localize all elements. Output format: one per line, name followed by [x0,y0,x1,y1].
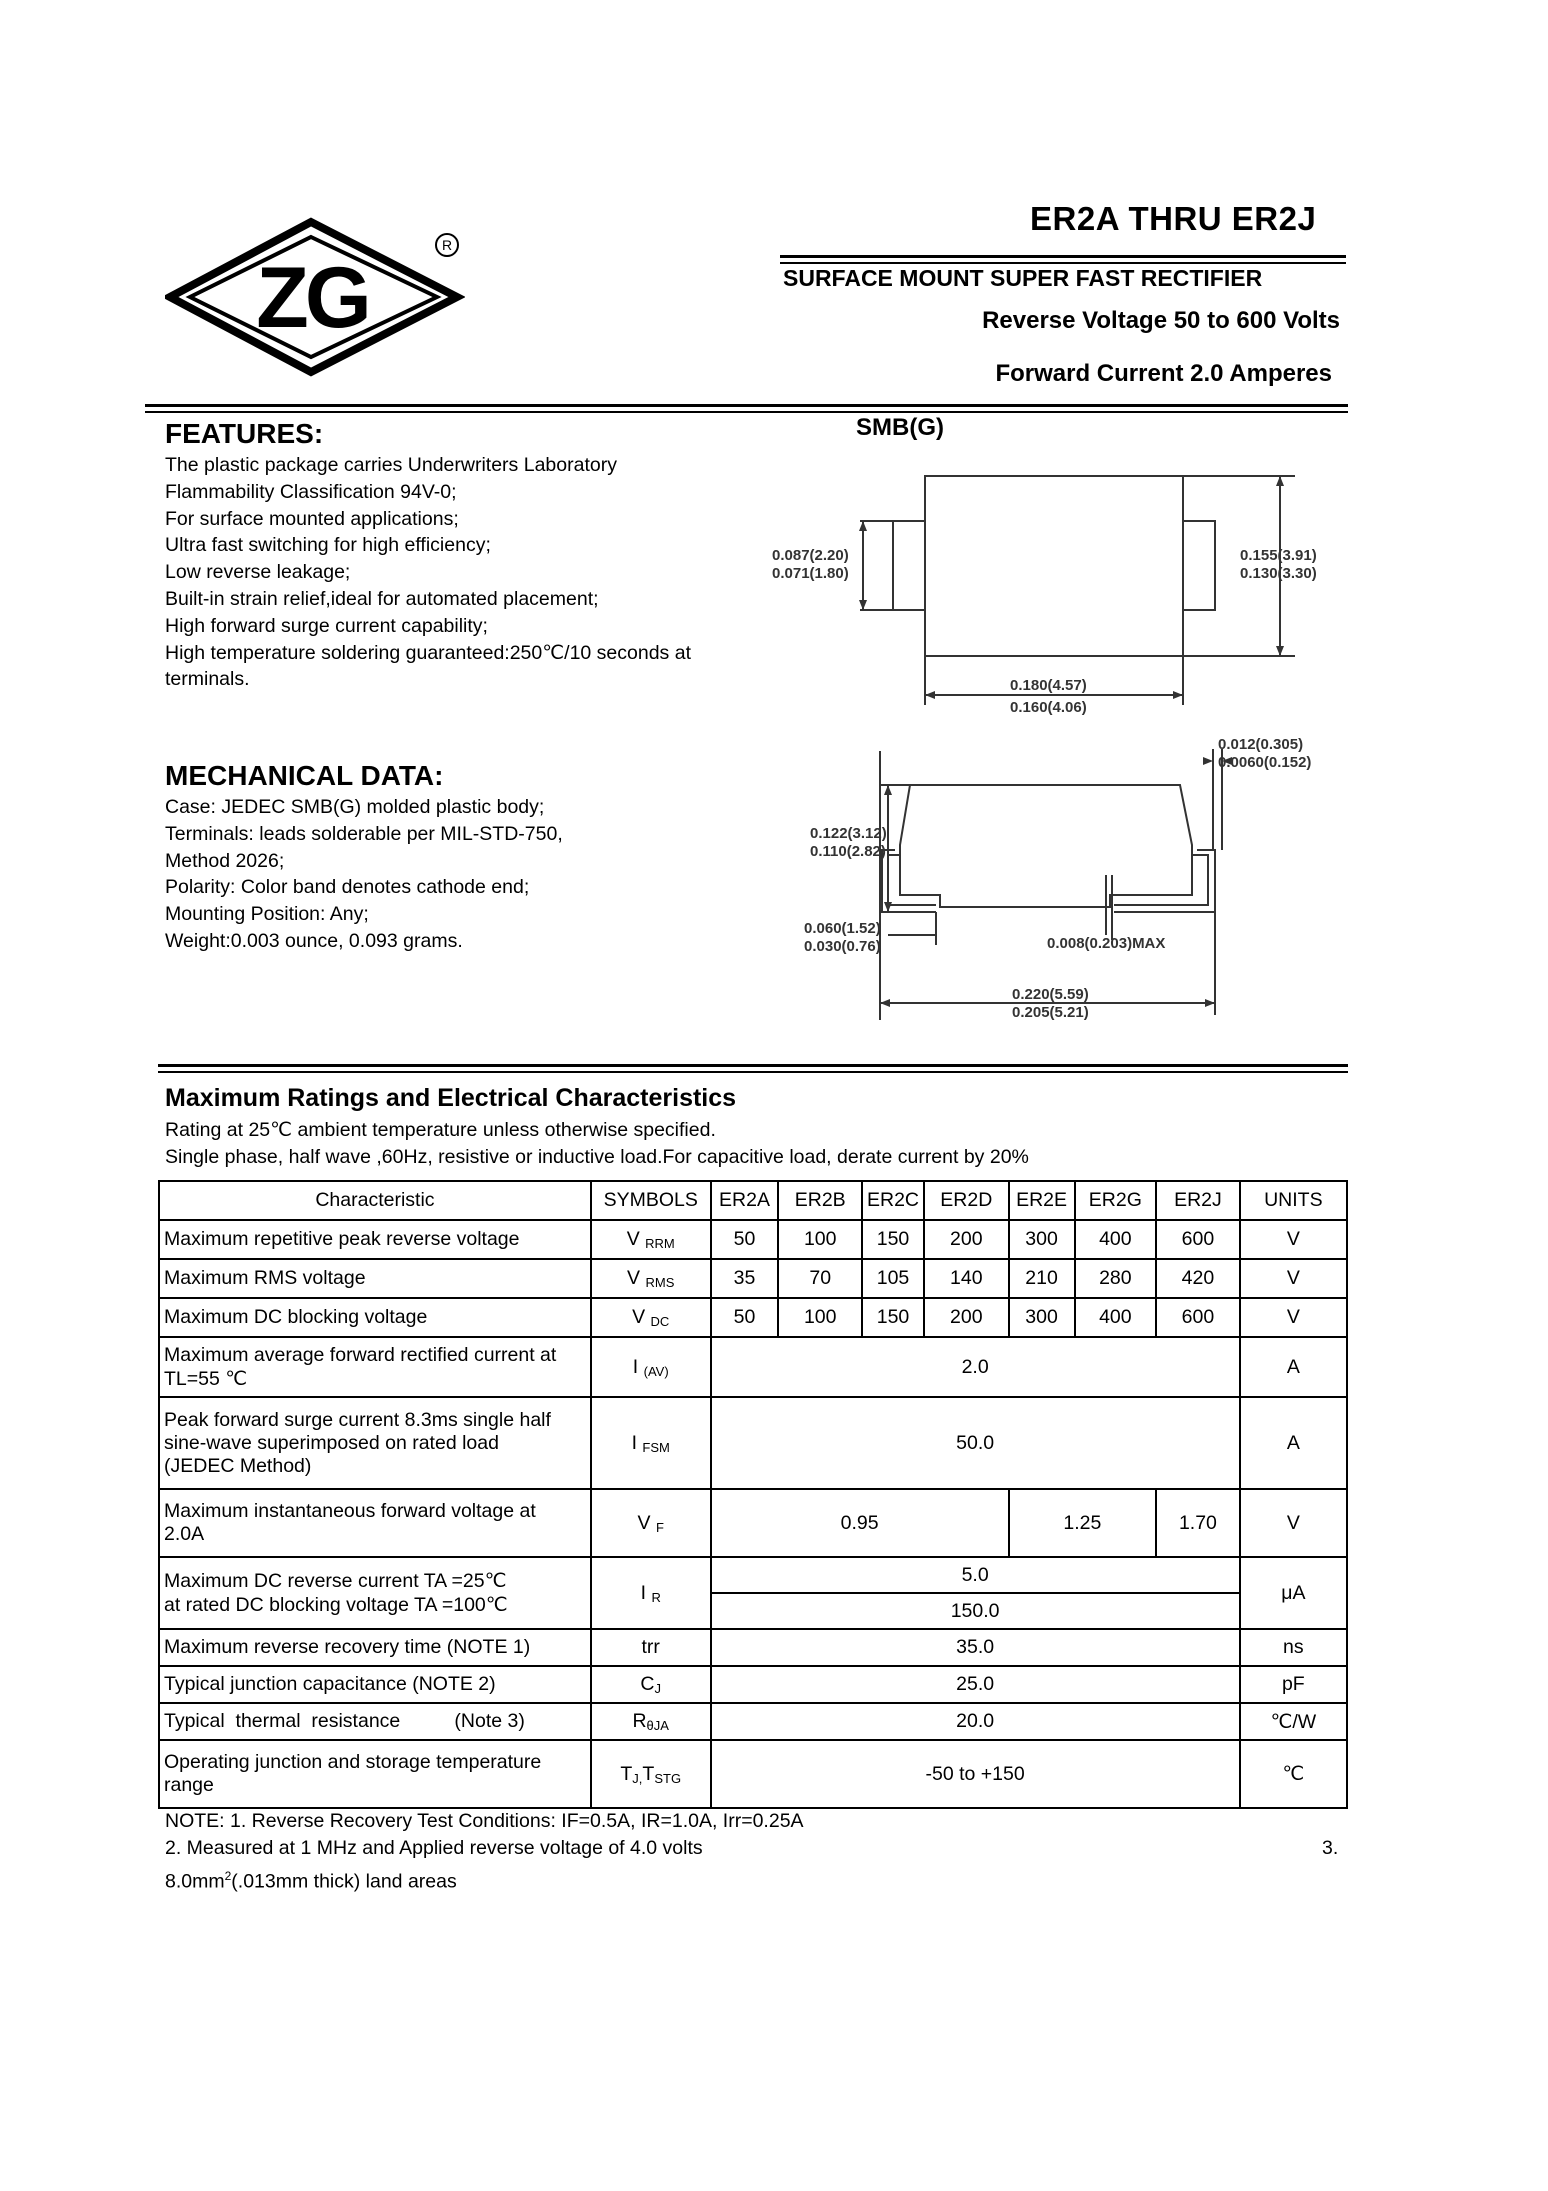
header-divider [145,404,1348,407]
package-label: SMB(G) [856,414,944,441]
features-heading: FEATURES: [165,418,324,449]
cell-value: 200 [924,1298,1009,1337]
svg-text:ZG: ZG [256,250,368,346]
cell-value: 1.25 [1009,1489,1157,1557]
row-symbol [591,1298,711,1337]
electrical-characteristics-table [158,1180,1348,1809]
ratings-divider [158,1064,1348,1067]
reverse-voltage-spec: Reverse Voltage 50 to 600 Volts [982,307,1340,334]
cell-value: 600 [1156,1298,1240,1337]
symbol-sub: F [655,1519,664,1535]
table-header-cell: Characteristic [159,1181,591,1220]
note-line-3 [165,1863,457,1895]
dim-lead-height-min: 0.071(1.80) [772,565,849,582]
row-symbol [591,1220,711,1259]
symbol-main: C [640,1673,655,1695]
row-label [159,1489,591,1557]
note-line-3-text: 8.0mm [165,1870,225,1893]
dim-body-width-max: 0.180(4.57) [1010,677,1087,694]
features-item: Ultra fast switching for high efficiency; [165,534,491,557]
row-label-line: Maximum DC reverse current TA =25℃ [164,1570,507,1592]
cell-value: 25.0 [711,1666,1240,1703]
row-symbol [591,1666,711,1703]
table-header-cell: ER2G [1075,1181,1157,1220]
table-row [159,1703,1347,1740]
ratings-divider-thin [158,1071,1348,1073]
package-top-view-drawing [760,460,1350,730]
table-row [159,1557,1347,1593]
table-header-cell: ER2A [711,1181,779,1220]
cell-value: 210 [1009,1259,1075,1298]
cell-value: -50 to +150 [711,1740,1240,1808]
symbol-sub: RMS [645,1275,675,1290]
dim-body-height-min: 0.130(3.30) [1240,565,1317,582]
row-symbol [591,1489,711,1557]
cell-unit: ℃ [1240,1740,1347,1808]
table-row [159,1337,1347,1397]
symbol-sub: FSM [642,1439,670,1455]
symbol-main: V [627,1267,641,1289]
symbol-main: I [631,1431,637,1454]
row-label-line: Maximum average forward rectified current at [164,1343,557,1366]
row-symbol: trr [591,1629,711,1666]
cell-value: 400 [1075,1298,1157,1337]
note-line-3-text: (.013mm thick) land areas [231,1870,457,1893]
row-label: Typical junction capacitance (NOTE 2) [159,1666,591,1703]
dim-body-height-max: 0.155(3.91) [1240,547,1317,564]
header-divider-thin [145,411,1348,413]
title-rule-thin [780,262,1346,264]
cell-value: 150.0 [711,1593,1240,1629]
dim-standoff: 0.008(0.203)MAX [1047,935,1166,952]
ratings-note-1: Rating at 25℃ ambient temperature unless otherwise specified. [165,1119,716,1141]
row-label-line: Operating junction and storage temperature [164,1751,542,1773]
cell-value: 200 [924,1220,1009,1259]
dim-lead-thickness-min: 0.0060(0.152) [1218,754,1312,771]
cell-value: 20.0 [711,1703,1240,1740]
cell-value: 600 [1156,1220,1240,1259]
features-item: High forward surge current capability; [165,614,488,637]
features-item: Flammability Classification 94V-0; [165,480,457,503]
symbol-sub: DC [650,1314,670,1329]
table-row [159,1259,1347,1298]
row-label-line: sine-wave superimposed on rated load [164,1431,499,1454]
table-header-cell: ER2J [1156,1181,1240,1220]
cell-value: 100 [778,1220,862,1259]
cell-value: 35.0 [711,1629,1240,1666]
row-label: Maximum repetitive peak reverse voltage [159,1220,591,1259]
row-symbol [591,1397,711,1489]
note-line-3-superscript: 2 [224,1869,232,1883]
mechanical-list [165,794,765,955]
cell-unit: V [1240,1298,1347,1337]
table-header-cell: ER2C [862,1181,924,1220]
symbol-sub: STG [654,1770,682,1786]
row-symbol [591,1259,711,1298]
title-rule [780,255,1346,258]
cell-value: 150 [862,1220,924,1259]
features-item: The plastic package carries Underwriters Laboratory [165,454,617,476]
cell-value: 100 [778,1298,862,1337]
table-header-cell: ER2E [1009,1181,1075,1220]
dim-foot-max: 0.060(1.52) [804,920,881,937]
symbol-main: I [640,1581,647,1604]
features-list [165,452,765,693]
cell-value: 420 [1156,1259,1240,1298]
row-label [159,1557,591,1629]
row-symbol [591,1703,711,1740]
row-label: Maximum reverse recovery time (NOTE 1) [159,1629,591,1666]
table-row [159,1298,1347,1337]
mechanical-item: Polarity: Color band denotes cathode end; [165,876,530,899]
cell-value: 1.70 [1156,1489,1240,1557]
row-label-line: Peak forward surge current 8.3ms single half [164,1408,551,1431]
row-label-line: at rated DC blocking voltage TA =100℃ [164,1594,508,1616]
row-label [159,1337,591,1397]
symbol-main: I [632,1355,639,1378]
ratings-note-2: Single phase, half wave ,60Hz, resistive or inductive load.For capacitive load, derate current by 20% [165,1146,1029,1168]
row-label-line: (JEDEC Method) [164,1454,312,1477]
cell-unit: V [1240,1489,1347,1557]
table-header-cell: ER2B [778,1181,862,1220]
cell-value: 50.0 [711,1397,1240,1489]
table-header-cell: SYMBOLS [591,1181,711,1220]
features-item: terminals. [165,668,250,691]
package-side-view-drawing [760,735,1350,1025]
ratings-heading: Maximum Ratings and Electrical Characteristics [165,1084,737,1112]
symbol-main: T [642,1762,655,1785]
table-row [159,1220,1347,1259]
row-label: Maximum DC blocking voltage [159,1298,591,1337]
table-header-row [159,1181,1347,1220]
table-header-cell: UNITS [1240,1181,1347,1220]
symbol-sub: J, [632,1770,643,1786]
cell-value: 5.0 [711,1557,1240,1593]
cell-unit: ℃/W [1240,1703,1347,1740]
symbol-sub: J [654,1681,661,1696]
symbol-main: V [626,1228,640,1250]
dim-lead-thickness-max: 0.012(0.305) [1218,736,1304,753]
cell-value: 300 [1009,1220,1075,1259]
note-line-1: NOTE: 1. Reverse Recovery Test Conditions: IF=0.5A, IR=1.0A, Irr=0.25A [165,1810,804,1832]
table-row [159,1666,1347,1703]
symbol-sub: θJA [646,1718,669,1733]
row-label: Typical thermal resistance (Note 3) [159,1703,591,1740]
dim-height-min: 0.110(2.82) [810,843,886,860]
cell-unit: V [1240,1220,1347,1259]
dim-overall-min: 0.205(5.21) [1012,1004,1089,1021]
row-label-line: 2.0A [164,1523,205,1545]
symbol-sub: RRM [645,1236,675,1251]
mechanical-item: Terminals: leads solderable per MIL-STD-750, [165,822,563,845]
company-logo [165,215,465,380]
features-item: Built-in strain relief,ideal for automated placement; [165,587,599,610]
mechanical-item: Method 2026; [165,849,285,872]
cell-unit: ns [1240,1629,1347,1666]
symbol-main: V [632,1306,646,1328]
svg-text:R: R [441,237,453,253]
document-title: ER2A THRU ER2J [1030,200,1317,237]
symbol-sub: R [651,1589,661,1605]
table-row [159,1489,1347,1557]
row-label-line: Maximum instantaneous forward voltage at [164,1500,536,1522]
features-item: Low reverse leakage; [165,561,351,584]
table-row [159,1397,1347,1489]
mechanical-item: Case: JEDEC SMB(G) molded plastic body; [165,796,545,818]
symbol-main: R [632,1710,647,1732]
cell-unit: V [1240,1259,1347,1298]
cell-unit: A [1240,1337,1347,1397]
note-line-2: 2. Measured at 1 MHz and Applied reverse voltage of 4.0 volts [165,1837,703,1859]
row-label: Maximum RMS voltage [159,1259,591,1298]
features-item: For surface mounted applications; [165,507,459,530]
dim-lead-height-max: 0.087(2.20) [772,547,849,564]
dim-overall-max: 0.220(5.59) [1012,986,1089,1003]
cell-value: 70 [778,1259,862,1298]
mechanical-item: Mounting Position: Any; [165,903,369,926]
cell-value: 50 [711,1220,779,1259]
dim-foot-min: 0.030(0.76) [804,938,881,955]
symbol-main: V [637,1511,651,1534]
note-line-2-right: 3. [1322,1837,1339,1859]
mechanical-item: Weight:0.003 ounce, 0.093 grams. [165,929,463,952]
row-symbol [591,1557,711,1629]
cell-unit: pF [1240,1666,1347,1703]
cell-value: 140 [924,1259,1009,1298]
cell-value: 35 [711,1259,779,1298]
document-subtitle: SURFACE MOUNT SUPER FAST RECTIFIER [783,265,1263,291]
mechanical-heading: MECHANICAL DATA: [165,760,444,791]
cell-value: 280 [1075,1259,1157,1298]
symbol-sub: (AV) [643,1363,669,1379]
cell-unit: μA [1240,1557,1347,1629]
row-label [159,1740,591,1808]
cell-value: 105 [862,1259,924,1298]
table-header-cell: ER2D [924,1181,1009,1220]
dim-body-width-min: 0.160(4.06) [1010,699,1087,716]
cell-value: 150 [862,1298,924,1337]
cell-unit: A [1240,1397,1347,1489]
forward-current-spec: Forward Current 2.0 Amperes [995,360,1332,387]
row-label-line: range [164,1774,214,1796]
cell-value: 2.0 [711,1337,1240,1397]
row-symbol [591,1740,711,1808]
row-label [159,1397,591,1489]
features-item: High temperature soldering guaranteed:250℃/10 seconds at [165,641,691,664]
row-symbol [591,1337,711,1397]
cell-value: 50 [711,1298,779,1337]
dim-height-max: 0.122(3.12) [810,825,887,842]
symbol-main: T [620,1762,633,1785]
table-row [159,1629,1347,1666]
row-label-line: TL=55 ℃ [164,1367,248,1390]
cell-value: 0.95 [711,1489,1009,1557]
table-row [159,1740,1347,1808]
cell-value: 300 [1009,1298,1075,1337]
cell-value: 400 [1075,1220,1157,1259]
